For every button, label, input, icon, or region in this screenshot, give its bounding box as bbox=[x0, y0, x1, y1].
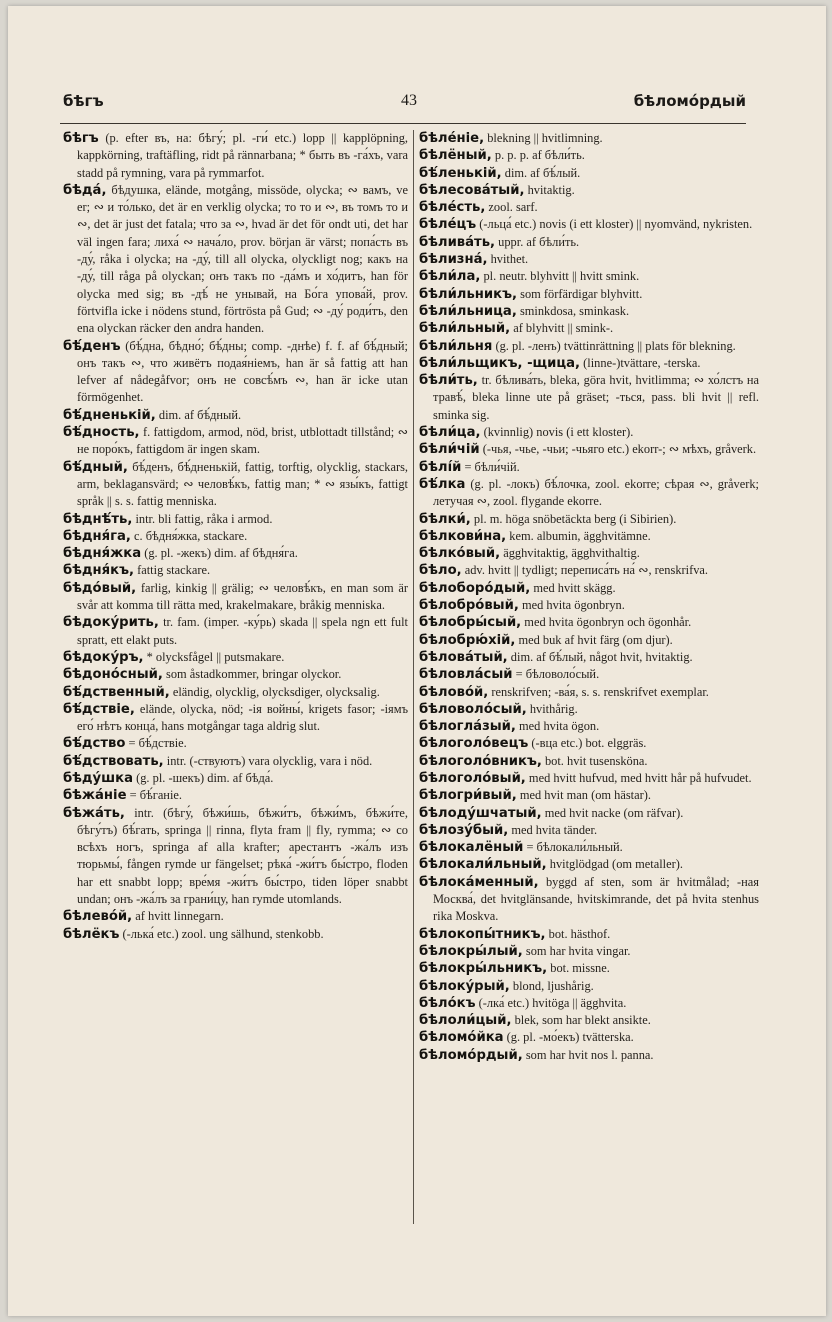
headword: бѣли́льщикъ, -щица, bbox=[419, 355, 581, 371]
headword: бѣли́чій bbox=[419, 442, 480, 458]
dictionary-entry bbox=[419, 320, 759, 337]
dictionary-entry bbox=[419, 562, 759, 579]
headword: бѣли́ла, bbox=[419, 269, 481, 285]
definition: (g. pl. -шекъ) dim. af бѣда́. bbox=[133, 770, 274, 785]
definition: uppr. af бѣли́ть. bbox=[495, 234, 580, 249]
dictionary-entry bbox=[63, 424, 408, 459]
definition: (g. pl. -локъ) бѣ́лочка, zool. ekorre; сѣрая ∾, gråverk; летучая ∾, zool. flygande ekorre. bbox=[433, 476, 759, 509]
definition: bot. hvit tusensköna. bbox=[541, 753, 648, 768]
dictionary-entry bbox=[419, 182, 759, 199]
headword: бѣлесова́тый, bbox=[419, 182, 525, 198]
dictionary-entry bbox=[419, 216, 759, 233]
dictionary-page bbox=[8, 6, 826, 1316]
definition: farlig, kinkig || grälig; ∾ человѣ́къ, en man som är svår att komma till rätta med, krakelmakare, bråkig menniska. bbox=[77, 580, 408, 613]
headword: бѣгъ bbox=[63, 131, 99, 146]
headword: бѣжа́ніе bbox=[63, 788, 127, 804]
definition: adv. hvitt || tydligt; переписа́ть на́ ∾, renskrifva. bbox=[461, 563, 709, 578]
definition: = бѣли́чій. bbox=[461, 459, 520, 474]
definition: (бѣ́дна, бѣдно́; бѣ́дны; comp. -днѣе) f. f. af бѣ́дный; онъ такъ ∾, что живётъ подая́ніемъ, han är så fattig att han lefver af nådegåfvor; онъ не совсѣ́мъ ∾, han är icke utan förmögenhet. bbox=[77, 338, 408, 405]
dictionary-entry bbox=[419, 1029, 759, 1046]
headword: бѣлоголо́вникъ, bbox=[419, 753, 542, 769]
definition: hvitglödgad (om metaller). bbox=[546, 857, 683, 872]
dictionary-entry bbox=[419, 303, 759, 320]
headword: бѣле́цъ bbox=[419, 217, 477, 233]
headword: бѣду́шка bbox=[63, 770, 134, 786]
definition: бѣдушка, elände, motgång, missöde, olycka; ∾ вамъ, ve er; ∾ и то́лько, det är en verklig olycka; то то и ∾, въ томъ то и ∾, det är just det fatala; что за ∾, hvad är det för ondt uti, det har väl ingen fara; лиха́ ∾ нача́ло, prov. början är värst; попа́сть въ -ду́, råka i olycka; на -ду́, till all olycka, olyckligt nog; какъ на -ду́, till råga på olyckan; онъ такъ по -да́мъ и хо́дитъ, han för olycka med sig; въ -дѣ́ не унывай, на Бо́га упова́й, prov. förtvifla icke i nödens stund, förtrösta på Gud; ∾ -ду́ роди́тъ, den ena olyckan räcker den andra handen. bbox=[77, 182, 408, 336]
headword: бѣлозу́бый, bbox=[419, 822, 509, 838]
headword: бѣлкови́на, bbox=[419, 528, 507, 544]
definition: med buk af hvit färg (om djur). bbox=[515, 632, 673, 647]
dictionary-entry bbox=[63, 787, 408, 804]
dictionary-entry bbox=[419, 268, 759, 285]
dictionary-entry bbox=[63, 770, 408, 787]
definition: fattig stackare. bbox=[134, 563, 211, 578]
headword: бѣлово́й, bbox=[419, 684, 489, 700]
definition: blekning || hvitlimning. bbox=[484, 131, 603, 145]
definition: dim. af бѣ́дный. bbox=[155, 407, 242, 422]
dictionary-entry bbox=[63, 753, 408, 770]
headword: бѣлогла́зый, bbox=[419, 719, 516, 735]
left-column bbox=[63, 130, 408, 1216]
definition: med hvitt skägg. bbox=[530, 580, 616, 595]
dictionary-entry bbox=[63, 805, 408, 909]
dictionary-entry bbox=[419, 666, 759, 683]
headword: бѣдня́жка bbox=[63, 546, 142, 562]
dictionary-entry bbox=[419, 338, 759, 355]
headword: бѣло, bbox=[419, 563, 462, 579]
headword: бѣли́ца, bbox=[419, 425, 481, 441]
page-header bbox=[63, 92, 746, 116]
headword: бѣло́къ bbox=[419, 995, 476, 1011]
dictionary-entry bbox=[63, 545, 408, 562]
headword: бѣлоду́шчатый, bbox=[419, 805, 542, 821]
headword: бѣлокопы́тникъ, bbox=[419, 926, 546, 942]
headword: бѣловоло́сый, bbox=[419, 701, 527, 717]
definition: som förfärdigar blyhvitt. bbox=[517, 286, 643, 301]
dictionary-entry bbox=[419, 649, 759, 666]
dictionary-entry bbox=[419, 528, 759, 545]
definition: dim. af бѣ́лый, något hvit, hvitaktig. bbox=[507, 649, 693, 664]
definition: pl. neutr. blyhvitt || hvitt smink. bbox=[480, 269, 640, 284]
dictionary-entry bbox=[419, 476, 759, 511]
dictionary-entry bbox=[63, 182, 408, 338]
definition: som åstadkommer, bringar olyckor. bbox=[162, 667, 342, 682]
headword: бѣдня́га, bbox=[63, 528, 131, 544]
definition: dim. af бѣ́лый. bbox=[501, 165, 581, 180]
headword: бѣда́, bbox=[63, 182, 107, 198]
dictionary-entry bbox=[419, 805, 759, 822]
headword: бѣлки́, bbox=[419, 511, 471, 527]
definition: hvitaktig. bbox=[524, 182, 575, 197]
dictionary-entry bbox=[63, 926, 408, 943]
dictionary-entry bbox=[63, 407, 408, 424]
dictionary-entry bbox=[63, 459, 408, 511]
headword: бѣли́льня bbox=[419, 338, 493, 354]
headword: бѣли́льникъ, bbox=[419, 286, 518, 302]
dictionary-entry bbox=[63, 908, 408, 925]
headword: бѣлобры́сый, bbox=[419, 615, 522, 631]
definition: bot. hästhof. bbox=[545, 926, 611, 941]
headword: бѣлоли́цый, bbox=[419, 1013, 512, 1029]
headword: бѣлизна́, bbox=[419, 252, 488, 268]
definition: hvithet. bbox=[487, 252, 529, 267]
definition: blond, ljushårig. bbox=[509, 978, 594, 993]
headword: бѣлёный, bbox=[419, 148, 492, 164]
definition: intr. (-ствуютъ) vara olycklig, vara i nöd. bbox=[163, 753, 373, 768]
definition: (g. pl. -мо́екъ) tvätterska. bbox=[503, 1030, 634, 1045]
headword: бѣли́льный, bbox=[419, 321, 511, 337]
definition: med hvit nacke (om räfvar). bbox=[541, 805, 684, 820]
dictionary-entry bbox=[63, 528, 408, 545]
definition: med hvitt hufvud, med hvitt hår på hufvudet. bbox=[525, 770, 752, 785]
headword: бѣлоголо́вый, bbox=[419, 770, 526, 786]
definition: tr. fam. (imper. -ку́рь) skada || spela ngn ett fult spratt, ett elakt puts. bbox=[77, 615, 408, 647]
page-number: 43 bbox=[401, 92, 417, 109]
dictionary-entry bbox=[419, 597, 759, 614]
headword: бѣлока́менный, bbox=[419, 874, 539, 890]
dictionary-entry bbox=[419, 580, 759, 597]
dictionary-entry bbox=[419, 735, 759, 752]
dictionary-entry bbox=[419, 822, 759, 839]
definition: kem. albumin, ägghvitämne. bbox=[506, 528, 651, 543]
dictionary-entry bbox=[419, 960, 759, 977]
definition: byggd af sten, som är hvitmålad; -ная Москва́, det hvitglänsande, hvitskimrande, det på hvita stenhus rika Moskva. bbox=[433, 874, 759, 924]
dictionary-entry bbox=[419, 130, 759, 147]
headword: бѣлива́ть, bbox=[419, 234, 496, 250]
definition: som har hvit nos l. panna. bbox=[522, 1047, 654, 1062]
headword: бѣлі́й bbox=[419, 459, 462, 475]
headword: бѣдоку́рить, bbox=[63, 615, 159, 631]
headword: бѣлова́тый, bbox=[419, 649, 508, 665]
dictionary-entry bbox=[419, 165, 759, 182]
definition: eländig, olycklig, olycksdiger, olycksalig. bbox=[169, 684, 380, 699]
headword: бѣли́ть, bbox=[419, 373, 478, 389]
header-guide-word-right: бѣломо́рдый bbox=[633, 92, 746, 110]
definition: p. p. p. af бѣли́ть. bbox=[491, 148, 585, 163]
definition: (g. pl. -жекъ) dim. af бѣдня́га. bbox=[141, 546, 298, 561]
headword: бѣдня́къ, bbox=[63, 563, 135, 579]
dictionary-entry bbox=[63, 130, 408, 182]
dictionary-entry bbox=[419, 753, 759, 770]
dictionary-entry bbox=[419, 632, 759, 649]
definition: pl. m. höga snöbetäckta berg (i Sibirien). bbox=[470, 511, 677, 526]
dictionary-entry bbox=[63, 511, 408, 528]
dictionary-entry bbox=[419, 1012, 759, 1029]
definition: intr. bli fattig, råka i armod. bbox=[132, 511, 273, 526]
dictionary-entry bbox=[419, 286, 759, 303]
headword: бѣжа́ть, bbox=[63, 805, 125, 821]
definition: tr. бѣлива́ть, bleka, göra hvit, hvitlimma; ∾ хо́лстъ на травѣ́, bleka linne ute på gräset; -ться, pass. bli hvit || refl. sminka sig. bbox=[433, 373, 759, 422]
definition: med hvit man (om hästar). bbox=[516, 788, 651, 803]
dictionary-entry bbox=[419, 251, 759, 268]
dictionary-entry bbox=[63, 649, 408, 666]
headword: бѣлокры́лый, bbox=[419, 943, 523, 959]
headword: бѣ́дственный, bbox=[63, 684, 170, 700]
headword: бѣле́ніе, bbox=[419, 131, 485, 146]
definition: (p. efter въ, на: бѣгу́; pl. -ги́ etc.) lopp || kapplöpning, kappkörning, traftäfling, ridt på rännarbana; * быть въ -га́хъ, vara stadd på rymning, vara på rymmarfot. bbox=[77, 131, 408, 180]
dictionary-entry bbox=[419, 1047, 759, 1064]
headword: бѣлоголо́вецъ bbox=[419, 736, 529, 752]
definition: бѣ́денъ, бѣ́дненькій, fattig, torftig, olycklig, stackars, arm, beklagansvärd; ∾ человѣ́къ, fattig man; * ∾ язы́къ, fattigt språk || s. s. fattig menniska. bbox=[77, 459, 408, 509]
definition: zool. sarf. bbox=[485, 200, 538, 215]
definition: intr. (бѣгу́, бѣжи́шь, бѣжи́тъ, бѣжи́мъ, бѣжи́те, бѣгу́тъ) бѣ́гать, springa || rinna, flyta fram || fly, rymma; ∾ со всѣхъ ногъ, springa af alla krafter; арестантъ -жа́лъ изъ тюрьмы́, fången rymde ur fängelset; рѣка́ -жи́тъ бы́стро, floden har ett snabbt lopp; вре́мя -жи́тъ бы́стро, tiden löper snabbt undan; онъ -жа́лъ за грани́цу, han rymde utomlands. bbox=[77, 805, 408, 907]
column-divider bbox=[413, 130, 414, 1224]
dictionary-entry bbox=[419, 441, 759, 458]
headword: бѣли́льница, bbox=[419, 303, 517, 319]
dictionary-entry bbox=[419, 978, 759, 995]
headword: бѣ́дствіе, bbox=[63, 701, 135, 717]
dictionary-entry bbox=[63, 562, 408, 579]
definition: som har hvita vingar. bbox=[522, 943, 631, 958]
headword: бѣломо́йка bbox=[419, 1030, 504, 1046]
dictionary-entry bbox=[63, 684, 408, 701]
dictionary-entry bbox=[63, 614, 408, 649]
definition: med hvita ögonbryn. bbox=[518, 598, 625, 613]
dictionary-entry bbox=[419, 372, 759, 424]
headword: бѣ́дный, bbox=[63, 459, 128, 475]
headword: бѣлёкъ bbox=[63, 926, 120, 942]
headword: бѣлобро́вый, bbox=[419, 598, 519, 614]
dictionary-entry bbox=[419, 684, 759, 701]
definition: * olycksfågel || putsmakare. bbox=[143, 649, 285, 664]
definition: = бѣловоло́сый. bbox=[512, 667, 600, 682]
headword: бѣлоборо́дый, bbox=[419, 580, 531, 596]
header-guide-word-left: бѣгъ bbox=[63, 92, 104, 110]
dictionary-entry bbox=[63, 701, 408, 736]
right-column bbox=[419, 130, 759, 1216]
headword: бѣлоку́рый, bbox=[419, 978, 510, 994]
headword: бѣ́дненькій, bbox=[63, 407, 156, 423]
definition: af blyhvitt || smink-. bbox=[510, 321, 614, 336]
dictionary-entry bbox=[419, 459, 759, 476]
definition: sminkdosa, sminkask. bbox=[516, 303, 630, 318]
headword: бѣдо́вый, bbox=[63, 580, 137, 596]
dictionary-entry bbox=[419, 234, 759, 251]
dictionary-entry bbox=[419, 424, 759, 441]
definition: (-вца etc.) bot. elggräs. bbox=[528, 736, 647, 751]
definition: med hvita ögon. bbox=[515, 719, 600, 734]
headword: бѣднѣ́ть, bbox=[63, 511, 133, 527]
definition: (linne-)tvättare, -terska. bbox=[580, 355, 701, 370]
headword: бѣдоку́ръ, bbox=[63, 649, 144, 665]
dictionary-entry bbox=[419, 147, 759, 164]
definition: = бѣлокали́льный. bbox=[523, 840, 623, 855]
dictionary-entry bbox=[63, 580, 408, 615]
definition: c. бѣдня́жка, stackare. bbox=[130, 528, 248, 543]
definition: hvithårig. bbox=[526, 701, 578, 716]
headword: бѣлокры́льникъ, bbox=[419, 961, 548, 977]
headword: бѣлогри́вый, bbox=[419, 788, 517, 804]
definition: f. fattigdom, armod, nöd, brist, utblottadt tillstånd; ∾ не поро́къ, fattigdom är ingen skam. bbox=[77, 425, 408, 457]
dictionary-entry bbox=[419, 874, 759, 926]
definition: blek, som har blekt ansikte. bbox=[511, 1013, 651, 1028]
headword: бѣ́дство bbox=[63, 736, 126, 752]
headword: бѣ́лка bbox=[419, 476, 466, 492]
headword: бѣдоно́сный, bbox=[63, 667, 163, 683]
dictionary-entry bbox=[419, 926, 759, 943]
headword: бѣлокалёный bbox=[419, 840, 524, 856]
definition: (-лька́ etc.) zool. ung sälhund, stenkobb. bbox=[119, 926, 324, 941]
dictionary-entry bbox=[419, 545, 759, 562]
headword: бѣловла́сый bbox=[419, 667, 513, 683]
definition: af hvitt linnegarn. bbox=[132, 909, 224, 924]
dictionary-entry bbox=[419, 511, 759, 528]
definition: bot. missne. bbox=[547, 961, 610, 976]
definition: elände, olycka, nöd; -ія войны́, krigets fasor; -іямъ его́ нѣтъ конца́, hans motgångar taga aldrig slut. bbox=[77, 701, 408, 734]
definition: renskrifven; -ва́я, s. s. renskrifvet exemplar. bbox=[488, 684, 709, 699]
definition: = бѣ́ганіе. bbox=[126, 788, 182, 803]
header-rule bbox=[60, 123, 746, 124]
definition: = бѣ́дствіе. bbox=[125, 736, 187, 751]
definition: (kvinnlig) novis (i ett kloster). bbox=[480, 425, 634, 440]
dictionary-entry bbox=[419, 718, 759, 735]
headword: бѣ́дность, bbox=[63, 425, 140, 441]
dictionary-entry bbox=[419, 199, 759, 216]
headword: бѣлево́й, bbox=[63, 909, 133, 925]
dictionary-entry bbox=[419, 839, 759, 856]
definition: (g. pl. -ленъ) tvättinrättning || plats för blekning. bbox=[492, 338, 736, 353]
headword: бѣле́сть, bbox=[419, 200, 486, 216]
headword: бѣ́ленькій, bbox=[419, 165, 502, 181]
dictionary-entry bbox=[419, 355, 759, 372]
dictionary-entry bbox=[419, 943, 759, 960]
dictionary-entry bbox=[419, 856, 759, 873]
dictionary-entry bbox=[63, 338, 408, 407]
definition: (-чья, -чье, -чьи; -чьяго etc.) ekorr-; ∾ мѣхъ, gråverk. bbox=[479, 442, 757, 457]
definition: med hvita ögonbryn och ögonhår. bbox=[521, 615, 692, 630]
definition: (-лка́ etc.) hvitöga || ägghvita. bbox=[475, 995, 627, 1010]
definition: med hvita tänder. bbox=[508, 822, 598, 837]
headword: бѣлокали́льный, bbox=[419, 857, 547, 873]
headword: бѣлко́вый, bbox=[419, 546, 501, 562]
dictionary-entry bbox=[419, 701, 759, 718]
headword: бѣлобрю́хій, bbox=[419, 632, 516, 648]
dictionary-entry bbox=[63, 735, 408, 752]
dictionary-entry bbox=[419, 787, 759, 804]
headword: бѣломо́рдый, bbox=[419, 1047, 523, 1063]
headword: бѣ́дствовать, bbox=[63, 753, 164, 769]
dictionary-entry bbox=[419, 614, 759, 631]
dictionary-entry bbox=[63, 666, 408, 683]
definition: ägghvitaktig, ägghvithaltig. bbox=[500, 546, 640, 561]
definition: (-льца́ etc.) novis (i ett kloster) || nyomvänd, nykristen. bbox=[476, 217, 753, 232]
headword: бѣ́денъ bbox=[63, 338, 121, 354]
dictionary-entry bbox=[419, 770, 759, 787]
dictionary-entry bbox=[419, 995, 759, 1012]
